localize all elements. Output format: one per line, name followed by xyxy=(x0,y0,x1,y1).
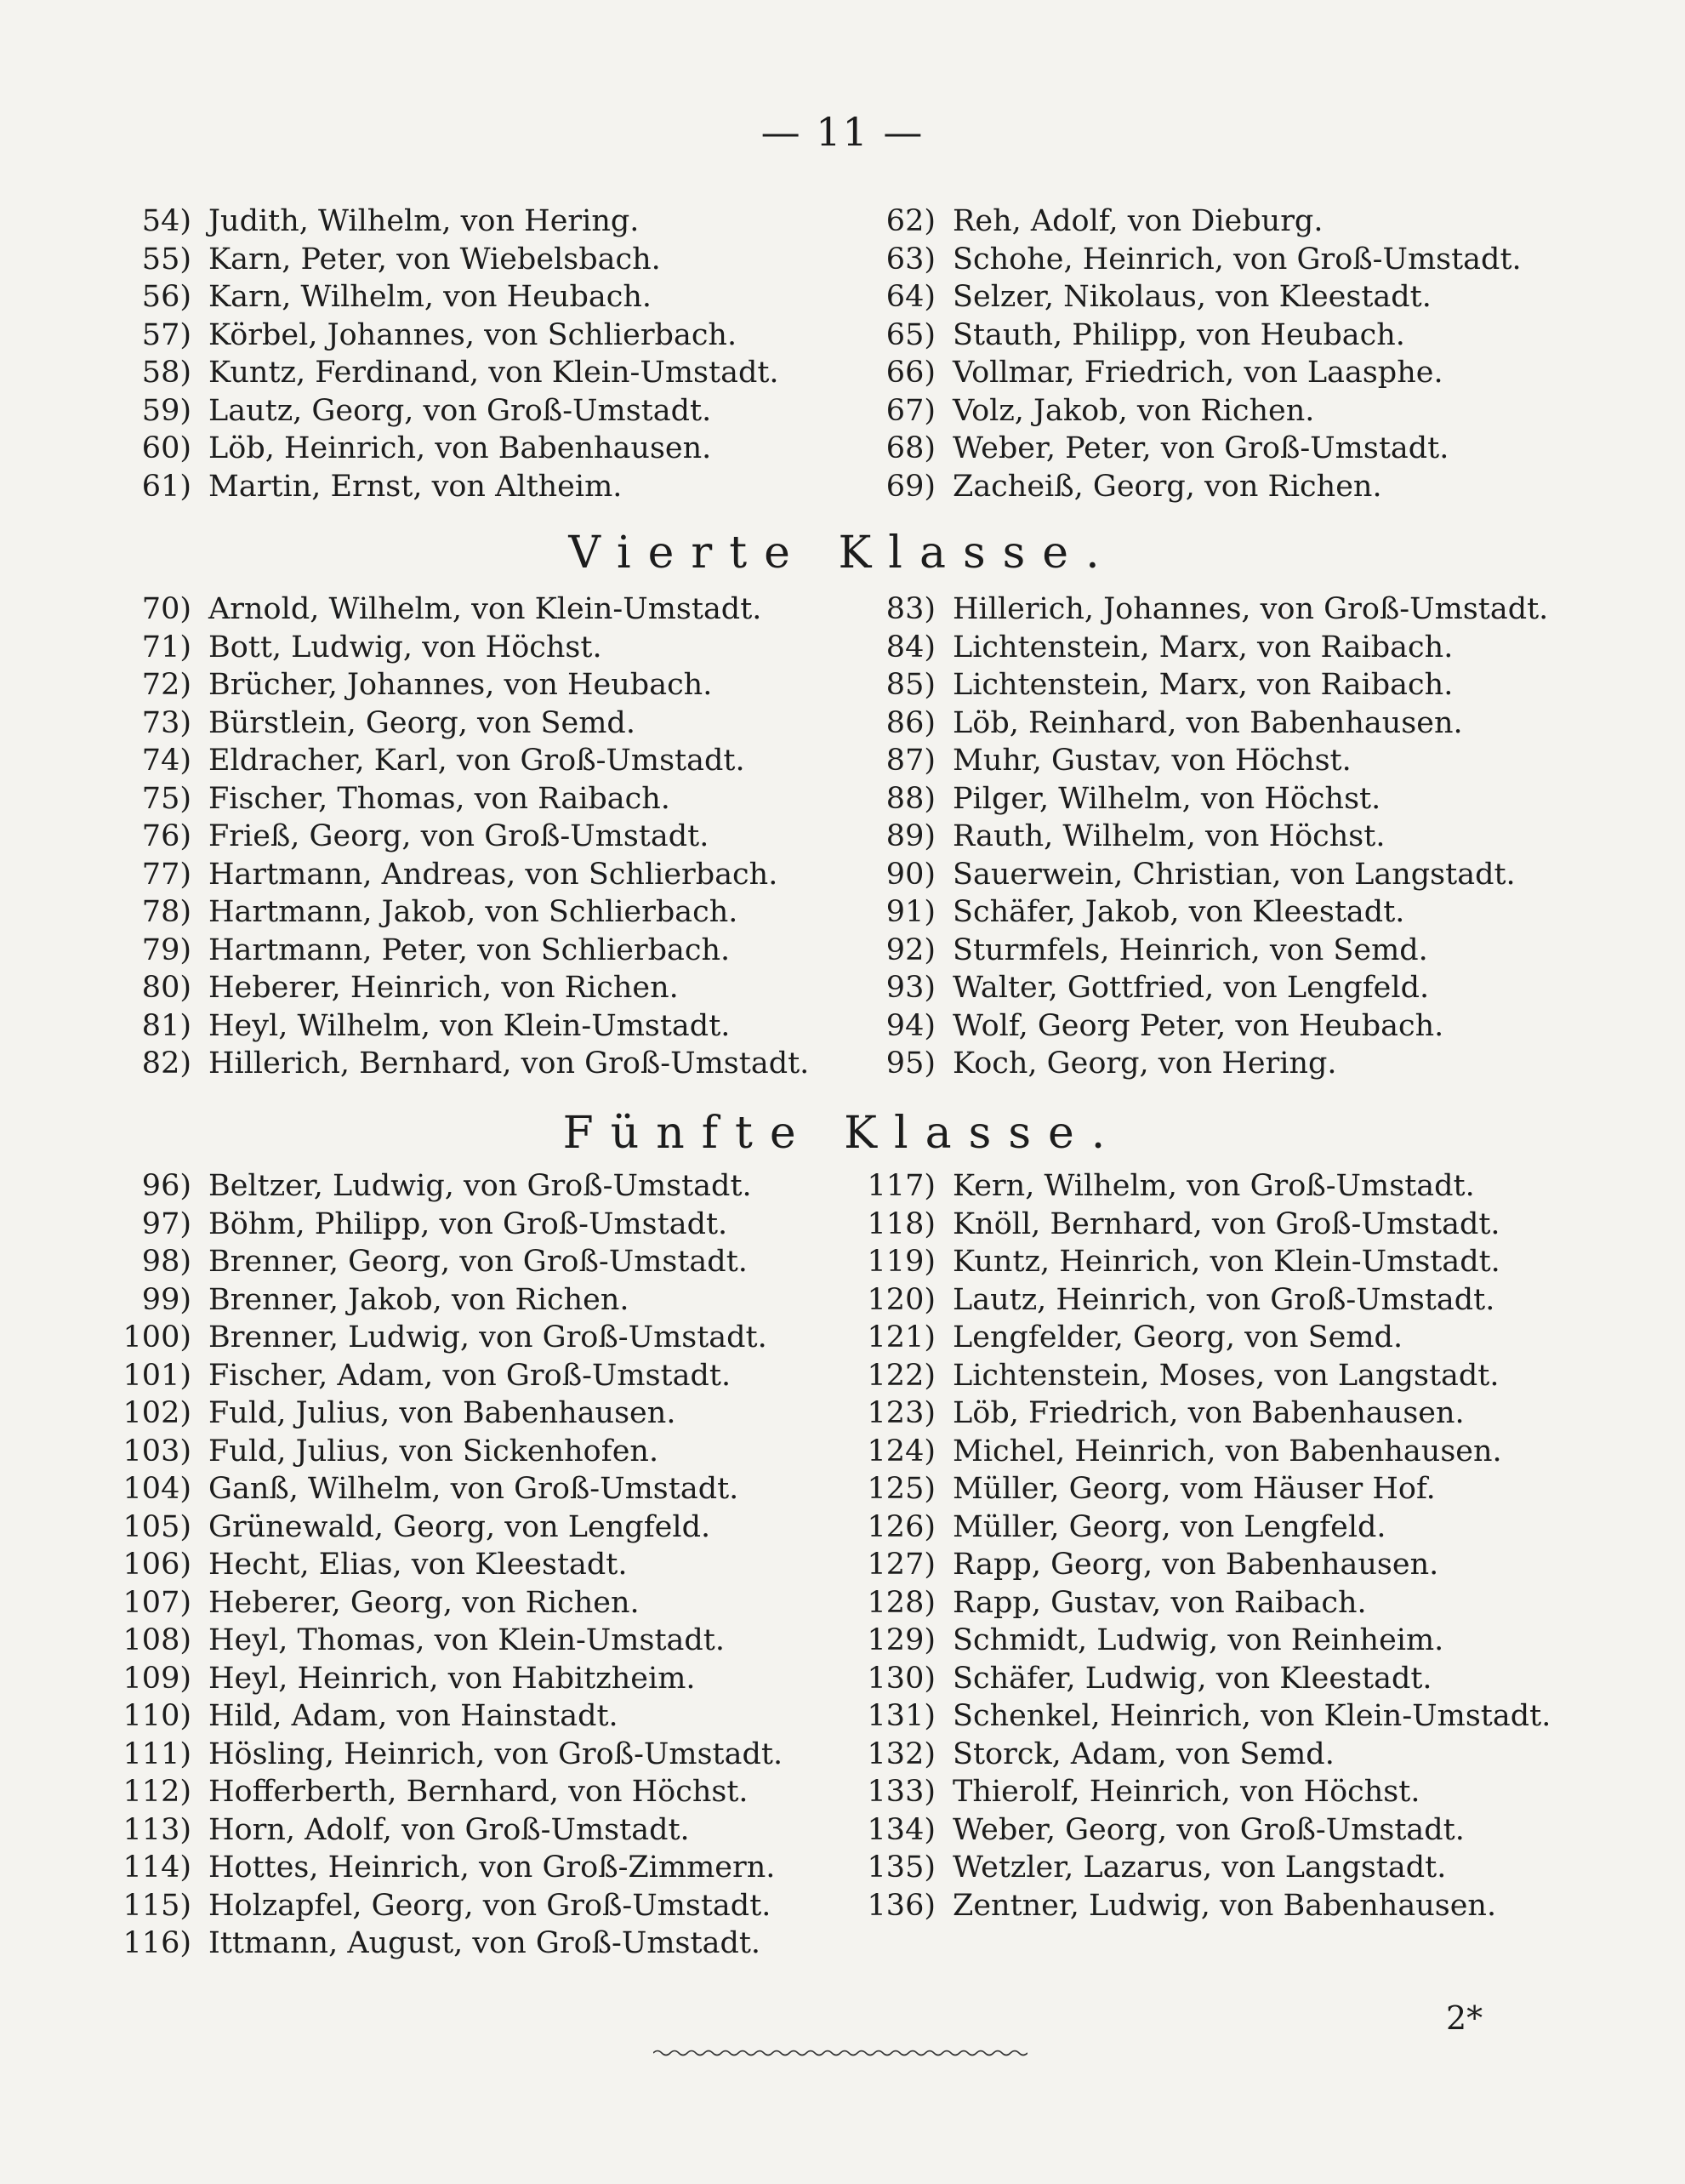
entry-text: Weber, Georg, von Groß-Umstadt. xyxy=(953,1812,1465,1847)
list-item xyxy=(817,1319,1633,1357)
list-item xyxy=(817,1394,1633,1433)
entry-text: Heyl, Thomas, von Klein-Umstadt. xyxy=(208,1623,725,1657)
entry-number: 119) xyxy=(867,1245,936,1279)
list-item xyxy=(817,1546,1633,1584)
entry-text: Frieß, Georg, von Groß-Umstadt. xyxy=(208,819,709,853)
list-item xyxy=(85,629,902,667)
entry-text: Fuld, Julius, von Sickenhofen. xyxy=(208,1434,659,1468)
entry-number: 97) xyxy=(141,1206,191,1241)
entry-text: Wolf, Georg Peter, von Heubach. xyxy=(953,1008,1444,1043)
entry-number: 62) xyxy=(885,204,936,238)
entry-number: 66) xyxy=(885,356,936,390)
list-item xyxy=(85,1206,902,1244)
entry-text: Schohe, Heinrich, von Groß-Umstadt. xyxy=(953,242,1522,277)
entry-number: 74) xyxy=(141,744,191,778)
entry-number: 126) xyxy=(867,1509,936,1544)
entry-text: Kuntz, Ferdinand, von Klein-Umstadt. xyxy=(208,356,779,390)
entry-text: Selzer, Nikolaus, von Kleestadt. xyxy=(953,280,1432,314)
list-item xyxy=(817,1045,1633,1083)
entry-text: Lautz, Georg, von Groß-Umstadt. xyxy=(208,393,712,428)
list-item xyxy=(817,893,1633,932)
entry-text: Stauth, Philipp, von Heubach. xyxy=(953,317,1405,352)
list-item xyxy=(817,430,1633,468)
list-item xyxy=(817,1433,1633,1471)
list-item xyxy=(85,468,902,506)
entry-number: 63) xyxy=(885,242,936,277)
entry-text: Fuld, Julius, von Babenhausen. xyxy=(208,1396,676,1430)
list-item xyxy=(85,1433,902,1471)
entry-text: Kuntz, Heinrich, von Klein-Umstadt. xyxy=(953,1245,1500,1279)
entry-text: Heyl, Wilhelm, von Klein-Umstadt. xyxy=(208,1008,731,1043)
list-item xyxy=(85,1546,902,1584)
entry-text: Sauerwein, Christian, von Langstadt. xyxy=(953,857,1516,892)
entry-number: 130) xyxy=(867,1661,936,1696)
list-item xyxy=(817,1660,1633,1698)
list-item xyxy=(85,1584,902,1622)
entry-number: 102) xyxy=(122,1396,191,1430)
entry-number: 91) xyxy=(885,895,936,929)
entry-text: Heberer, Georg, von Richen. xyxy=(208,1585,640,1620)
list-item xyxy=(817,1584,1633,1622)
list-item xyxy=(817,241,1633,279)
entry-text: Weber, Peter, von Groß-Umstadt. xyxy=(953,431,1449,465)
list-item xyxy=(85,1849,902,1887)
entry-text: Hartmann, Andreas, von Schlierbach. xyxy=(208,857,778,892)
entry-number: 124) xyxy=(867,1434,936,1468)
entry-text: Karn, Peter, von Wiebelsbach. xyxy=(208,242,661,277)
list-item xyxy=(817,1887,1633,1925)
entry-text: Hecht, Elias, von Kleestadt. xyxy=(208,1548,628,1582)
list-item xyxy=(85,1811,902,1850)
entry-number: 81) xyxy=(141,1008,191,1043)
list-item xyxy=(85,893,902,932)
entry-number: 99) xyxy=(141,1282,191,1317)
entry-text: Muhr, Gustav, von Höchst. xyxy=(953,744,1352,778)
list-item xyxy=(817,1281,1633,1320)
entry-text: Körbel, Johannes, von Schlierbach. xyxy=(208,317,737,352)
list-item xyxy=(85,1167,902,1206)
entry-text: Schmidt, Ludwig, von Reinheim. xyxy=(953,1623,1444,1657)
entry-number: 104) xyxy=(122,1472,191,1506)
signature-mark: 2* xyxy=(1446,1999,1483,2037)
entry-text: Knöll, Bernhard, von Groß-Umstadt. xyxy=(953,1206,1500,1241)
entry-text: Lichtenstein, Marx, von Raibach. xyxy=(953,668,1454,702)
list-item xyxy=(817,468,1633,506)
entry-number: 96) xyxy=(141,1169,191,1203)
list-item xyxy=(85,392,902,431)
list-item xyxy=(85,278,902,316)
section-2-left-column xyxy=(85,590,902,1083)
entry-text: Müller, Georg, vom Häuser Hof. xyxy=(953,1472,1436,1506)
entry-number: 54) xyxy=(141,204,191,238)
list-item xyxy=(85,354,902,392)
entry-text: Schäfer, Ludwig, von Kleestadt. xyxy=(953,1661,1432,1696)
entry-number: 110) xyxy=(122,1699,191,1733)
entry-text: Hösling, Heinrich, von Groß-Umstadt. xyxy=(208,1736,783,1771)
entry-text: Fischer, Thomas, von Raibach. xyxy=(208,781,670,816)
list-item xyxy=(85,969,902,1007)
entry-number: 88) xyxy=(885,781,936,816)
entry-number: 133) xyxy=(867,1775,936,1809)
entry-text: Müller, Georg, von Lengfeld. xyxy=(953,1509,1386,1544)
entry-text: Brenner, Georg, von Groß-Umstadt. xyxy=(208,1245,748,1279)
entry-text: Volz, Jakob, von Richen. xyxy=(953,393,1315,428)
entry-number: 112) xyxy=(122,1775,191,1809)
list-item xyxy=(817,590,1633,629)
entry-number: 71) xyxy=(141,630,191,664)
entry-text: Lautz, Heinrich, von Groß-Umstadt. xyxy=(953,1282,1495,1317)
entry-number: 61) xyxy=(141,469,191,504)
list-item xyxy=(85,1045,902,1083)
entry-number: 113) xyxy=(122,1812,191,1847)
entry-number: 73) xyxy=(141,705,191,740)
entry-text: Martin, Ernst, von Altheim. xyxy=(208,469,623,504)
entry-text: Schäfer, Jakob, von Kleestadt. xyxy=(953,895,1405,929)
list-item xyxy=(817,1357,1633,1395)
entry-text: Storck, Adam, von Semd. xyxy=(953,1736,1335,1771)
entry-text: Reh, Adolf, von Dieburg. xyxy=(953,204,1324,238)
entry-text: Wetzler, Lazarus, von Langstadt. xyxy=(953,1850,1447,1885)
list-item xyxy=(85,1697,902,1736)
list-item xyxy=(85,1887,902,1925)
entry-text: Heyl, Heinrich, von Habitzheim. xyxy=(208,1661,696,1696)
entry-number: 94) xyxy=(885,1008,936,1043)
list-item xyxy=(85,1243,902,1281)
entry-number: 92) xyxy=(885,932,936,967)
list-item xyxy=(85,818,902,856)
entry-text: Thierolf, Heinrich, von Höchst. xyxy=(953,1775,1420,1809)
entry-number: 121) xyxy=(867,1320,936,1354)
list-item xyxy=(85,316,902,355)
list-item xyxy=(85,241,902,279)
entry-number: 106) xyxy=(122,1548,191,1582)
entry-number: 132) xyxy=(867,1736,936,1771)
list-item xyxy=(85,1007,902,1046)
entry-text: Lichtenstein, Moses, von Langstadt. xyxy=(953,1358,1500,1393)
entry-number: 100) xyxy=(122,1320,191,1354)
section-1-right-column xyxy=(817,202,1633,505)
entry-number: 125) xyxy=(867,1472,936,1506)
entry-number: 84) xyxy=(885,630,936,664)
list-item xyxy=(85,1357,902,1395)
entry-text: Hofferberth, Bernhard, von Höchst. xyxy=(208,1775,749,1809)
entry-number: 90) xyxy=(885,857,936,892)
entry-text: Rapp, Georg, von Babenhausen. xyxy=(953,1548,1439,1582)
entry-number: 109) xyxy=(122,1661,191,1696)
entry-number: 89) xyxy=(885,819,936,853)
entry-text: Eldracher, Karl, von Groß-Umstadt. xyxy=(208,744,745,778)
entry-number: 136) xyxy=(867,1888,936,1923)
list-item xyxy=(817,1243,1633,1281)
list-item xyxy=(817,1007,1633,1046)
entry-number: 78) xyxy=(141,895,191,929)
entry-number: 117) xyxy=(867,1169,936,1203)
entry-number: 75) xyxy=(141,781,191,816)
entry-number: 82) xyxy=(141,1046,191,1081)
entry-text: Horn, Adolf, von Groß-Umstadt. xyxy=(208,1812,690,1847)
entry-text: Rauth, Wilhelm, von Höchst. xyxy=(953,819,1386,853)
list-item xyxy=(817,392,1633,431)
list-item xyxy=(817,316,1633,355)
entry-number: 67) xyxy=(885,393,936,428)
entry-text: Hartmann, Peter, von Schlierbach. xyxy=(208,932,731,967)
list-item xyxy=(817,1622,1633,1660)
list-item xyxy=(817,354,1633,392)
list-item xyxy=(85,1925,902,1963)
list-item xyxy=(85,932,902,970)
entry-number: 107) xyxy=(122,1585,191,1620)
entry-text: Hillerich, Bernhard, von Groß-Umstadt. xyxy=(208,1046,810,1081)
list-item xyxy=(85,704,902,743)
list-item xyxy=(817,629,1633,667)
entry-number: 122) xyxy=(867,1358,936,1393)
list-item xyxy=(817,742,1633,780)
entry-number: 70) xyxy=(141,592,191,626)
entry-number: 108) xyxy=(122,1623,191,1657)
entry-number: 127) xyxy=(867,1548,936,1582)
list-item xyxy=(817,704,1633,743)
entry-text: Kern, Wilhelm, von Groß-Umstadt. xyxy=(953,1169,1475,1203)
entry-number: 58) xyxy=(141,356,191,390)
entry-number: 72) xyxy=(141,668,191,702)
entry-number: 68) xyxy=(885,431,936,465)
entry-text: Vollmar, Friedrich, von Laasphe. xyxy=(953,356,1443,390)
entry-number: 77) xyxy=(141,857,191,892)
entry-number: 59) xyxy=(141,393,191,428)
list-item xyxy=(817,1811,1633,1850)
section-3-left-column xyxy=(85,1167,902,1963)
list-item xyxy=(817,1773,1633,1811)
entry-text: Pilger, Wilhelm, von Höchst. xyxy=(953,781,1381,816)
entry-text: Koch, Georg, von Hering. xyxy=(953,1046,1337,1081)
list-item xyxy=(817,278,1633,316)
entry-text: Arnold, Wilhelm, von Klein-Umstadt. xyxy=(208,592,762,626)
list-item xyxy=(817,666,1633,704)
entry-number: 105) xyxy=(122,1509,191,1544)
entry-text: Hillerich, Johannes, von Groß-Umstadt. xyxy=(953,592,1549,626)
section-2-right-column xyxy=(817,590,1633,1083)
entry-number: 76) xyxy=(141,819,191,853)
entry-text: Löb, Friedrich, von Babenhausen. xyxy=(953,1396,1465,1430)
list-item xyxy=(817,1508,1633,1547)
entry-text: Brenner, Ludwig, von Groß-Umstadt. xyxy=(208,1320,767,1354)
entry-text: Walter, Gottfried, von Lengfeld. xyxy=(953,971,1430,1005)
entry-number: 123) xyxy=(867,1396,936,1430)
entry-number: 116) xyxy=(122,1926,191,1960)
entry-text: Lengfelder, Georg, von Semd. xyxy=(953,1320,1403,1354)
entry-number: 115) xyxy=(122,1888,191,1923)
entry-text: Schenkel, Heinrich, von Klein-Umstadt. xyxy=(953,1699,1551,1733)
list-item xyxy=(85,780,902,818)
entry-text: Karn, Wilhelm, von Heubach. xyxy=(208,280,652,314)
entry-number: 114) xyxy=(122,1850,191,1885)
list-item xyxy=(817,1736,1633,1774)
entry-text: Heberer, Heinrich, von Richen. xyxy=(208,971,679,1005)
entry-number: 79) xyxy=(141,932,191,967)
entry-number: 95) xyxy=(885,1046,936,1081)
list-item xyxy=(85,1281,902,1320)
entry-number: 57) xyxy=(141,317,191,352)
list-item xyxy=(817,818,1633,856)
entry-number: 60) xyxy=(141,431,191,465)
list-item xyxy=(85,1736,902,1774)
entry-number: 93) xyxy=(885,971,936,1005)
entry-text: Lichtenstein, Marx, von Raibach. xyxy=(953,630,1454,664)
list-item xyxy=(817,932,1633,970)
list-item xyxy=(817,1470,1633,1508)
section-title-fuenfte-klasse: Fünfte Klasse. xyxy=(562,1108,1123,1159)
list-item xyxy=(817,1167,1633,1206)
entry-number: 98) xyxy=(141,1245,191,1279)
entry-number: 135) xyxy=(867,1850,936,1885)
entry-text: Brücher, Johannes, von Heubach. xyxy=(208,668,713,702)
list-item xyxy=(85,1660,902,1698)
entry-number: 101) xyxy=(122,1358,191,1393)
list-item xyxy=(817,856,1633,894)
list-item xyxy=(85,1319,902,1357)
list-item xyxy=(85,1773,902,1811)
list-item xyxy=(85,430,902,468)
list-item xyxy=(817,1206,1633,1244)
list-item xyxy=(817,1697,1633,1736)
entry-number: 55) xyxy=(141,242,191,277)
entry-text: Brenner, Jakob, von Richen. xyxy=(208,1282,629,1317)
entry-number: 111) xyxy=(122,1736,191,1771)
entry-number: 64) xyxy=(885,280,936,314)
list-item xyxy=(85,202,902,241)
entry-text: Hottes, Heinrich, von Groß-Zimmern. xyxy=(208,1850,776,1885)
entry-text: Zentner, Ludwig, von Babenhausen. xyxy=(953,1888,1497,1923)
entry-text: Judith, Wilhelm, von Hering. xyxy=(208,204,640,238)
section-title-vierte-klasse: Vierte Klasse. xyxy=(568,527,1117,579)
entry-text: Löb, Reinhard, von Babenhausen. xyxy=(953,705,1463,740)
entry-number: 86) xyxy=(885,705,936,740)
list-item xyxy=(85,1470,902,1508)
entry-text: Zacheiß, Georg, von Richen. xyxy=(953,469,1382,504)
entry-number: 83) xyxy=(885,592,936,626)
entry-number: 118) xyxy=(867,1206,936,1241)
entry-number: 103) xyxy=(122,1434,191,1468)
entry-number: 129) xyxy=(867,1623,936,1657)
entry-number: 120) xyxy=(867,1282,936,1317)
entry-number: 65) xyxy=(885,317,936,352)
list-item xyxy=(85,856,902,894)
entry-text: Bott, Ludwig, von Höchst. xyxy=(208,630,602,664)
entry-number: 134) xyxy=(867,1812,936,1847)
entry-text: Böhm, Philipp, von Groß-Umstadt. xyxy=(208,1206,728,1241)
entry-number: 80) xyxy=(141,971,191,1005)
entry-number: 56) xyxy=(141,280,191,314)
entry-text: Michel, Heinrich, von Babenhausen. xyxy=(953,1434,1502,1468)
entry-text: Hartmann, Jakob, von Schlierbach. xyxy=(208,895,738,929)
entry-number: 128) xyxy=(867,1585,936,1620)
list-item xyxy=(85,666,902,704)
list-item xyxy=(817,969,1633,1007)
list-item xyxy=(85,742,902,780)
entry-text: Ganß, Wilhelm, von Groß-Umstadt. xyxy=(208,1472,739,1506)
entry-text: Fischer, Adam, von Groß-Umstadt. xyxy=(208,1358,731,1393)
list-item xyxy=(817,1849,1633,1887)
entry-text: Beltzer, Ludwig, von Groß-Umstadt. xyxy=(208,1169,752,1203)
entry-text: Grünewald, Georg, von Lengfeld. xyxy=(208,1509,711,1544)
entry-text: Sturmfels, Heinrich, von Semd. xyxy=(953,932,1428,967)
entry-number: 131) xyxy=(867,1699,936,1733)
list-item xyxy=(85,1622,902,1660)
entry-text: Rapp, Gustav, von Raibach. xyxy=(953,1585,1367,1620)
entry-text: Bürstlein, Georg, von Semd. xyxy=(208,705,635,740)
list-item xyxy=(85,1508,902,1547)
decorative-wavy-rule xyxy=(653,2049,1028,2057)
entry-number: 87) xyxy=(885,744,936,778)
entry-number: 69) xyxy=(885,469,936,504)
entry-text: Löb, Heinrich, von Babenhausen. xyxy=(208,431,712,465)
section-3-right-column xyxy=(817,1167,1633,1925)
list-item xyxy=(85,1394,902,1433)
entry-text: Hild, Adam, von Hainstadt. xyxy=(208,1699,618,1733)
list-item xyxy=(85,590,902,629)
page-number: — 11 — xyxy=(760,109,925,155)
entry-text: Holzapfel, Georg, von Groß-Umstadt. xyxy=(208,1888,771,1923)
entry-number: 85) xyxy=(885,668,936,702)
section-1-left-column xyxy=(85,202,902,505)
list-item xyxy=(817,202,1633,241)
list-item xyxy=(817,780,1633,818)
entry-text: Ittmann, August, von Groß-Umstadt. xyxy=(208,1926,761,1960)
